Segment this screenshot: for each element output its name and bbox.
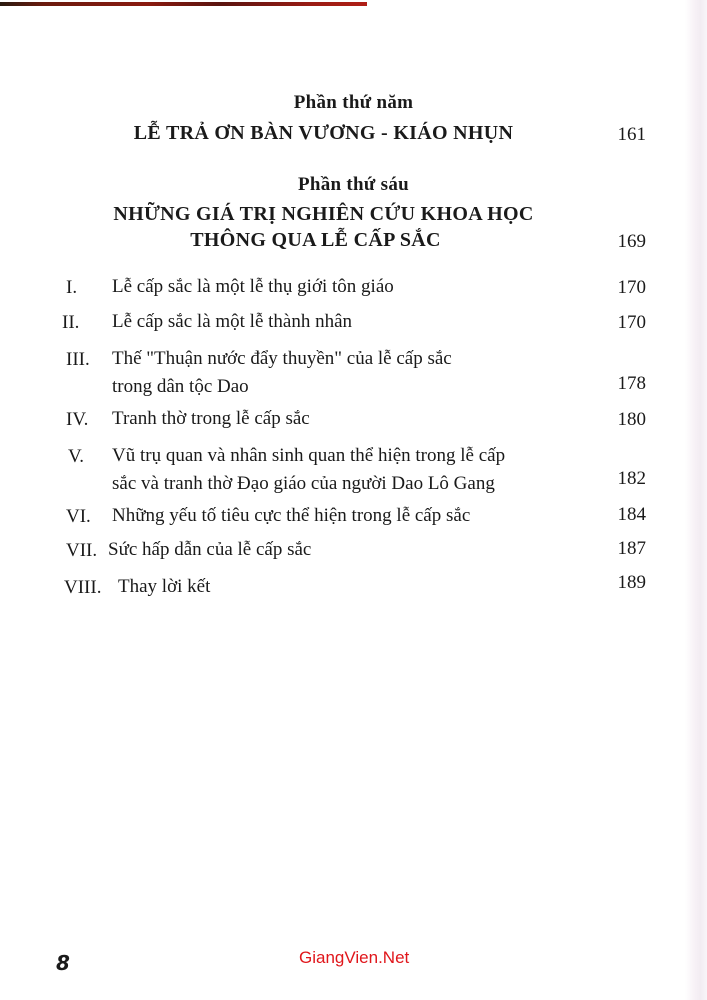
entry-number: VI. <box>66 506 91 527</box>
entry-title: Sức hấp dẫn của lễ cấp sắc <box>108 539 312 560</box>
watermark-text: GiangVien.Net <box>299 948 410 967</box>
entry-title-line2: sắc và tranh thờ Đạo giáo của người Dao Lô Gang <box>112 473 495 494</box>
entry-page: 187 <box>617 538 646 559</box>
entry-page: 170 <box>617 312 646 333</box>
part-five-title: LỄ TRẢ ƠN BÀN VƯƠNG - KIÁO NHỤN <box>133 122 514 144</box>
entry-number: V. <box>68 446 85 467</box>
part-six-title-line2: THÔNG QUA LỄ CẤP SẮC <box>190 229 441 251</box>
page-edge-shadow <box>685 0 707 1000</box>
entry-number: II. <box>62 312 80 333</box>
entry-page: 180 <box>617 409 646 430</box>
entry-page: 170 <box>617 277 646 298</box>
part-five-page: 161 <box>617 124 646 145</box>
entry-title-line2: trong dân tộc Dao <box>112 376 249 397</box>
entry-page: 184 <box>617 504 646 525</box>
entry-number: III. <box>66 349 90 370</box>
entry-number: I. <box>66 277 78 298</box>
entry-page: 189 <box>617 572 646 593</box>
entry-page: 182 <box>617 468 646 489</box>
entry-title: Những yếu tố tiêu cực thể hiện trong lễ cấp sắc <box>112 505 471 526</box>
part-six-label: Phần thứ sáu <box>297 174 410 195</box>
part-six-title-line1: NHỮNG GIÁ TRỊ NGHIÊN CỨU KHOA HỌC <box>113 203 534 225</box>
part-six-page: 169 <box>617 231 646 252</box>
entry-title: Tranh thờ trong lễ cấp sắc <box>112 408 310 429</box>
entry-title: Thay lời kết <box>118 576 211 597</box>
entry-number: IV. <box>66 409 89 430</box>
entry-title: Lễ cấp sắc là một lễ thụ giới tôn giáo <box>112 276 394 297</box>
entry-title-line1: Vũ trụ quan và nhân sinh quan thể hiện trong lễ cấp <box>112 445 506 466</box>
entry-title: Lễ cấp sắc là một lễ thành nhân <box>112 311 353 332</box>
entry-number: VII. <box>66 540 98 561</box>
folio-page-number: 8 <box>56 951 70 975</box>
top-decorative-rule <box>0 2 367 6</box>
part-five-label: Phần thứ năm <box>293 92 414 113</box>
entry-number: VIII. <box>64 577 102 598</box>
entry-title-line1: Thế "Thuận nước đẩy thuyền" của lễ cấp sắc <box>112 348 452 369</box>
entry-page: 178 <box>617 373 646 394</box>
